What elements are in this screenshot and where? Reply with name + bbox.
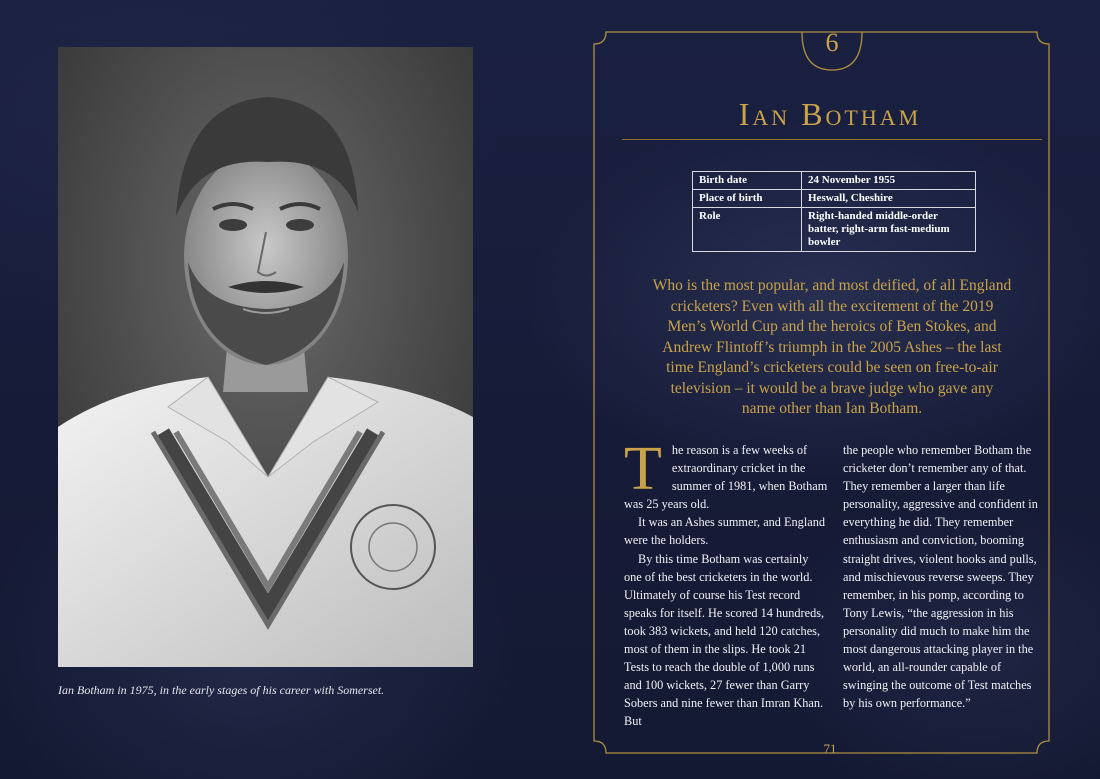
- portrait-photo: [58, 47, 473, 667]
- body-column-2: [843, 441, 1043, 712]
- title-divider: [622, 139, 1042, 140]
- facts-value: Heswall, Cheshire: [802, 190, 976, 208]
- facts-key: Place of birth: [693, 190, 802, 208]
- chapter-number: 6: [825, 28, 839, 57]
- facts-value: 24 November 1955: [802, 172, 976, 190]
- photo-caption: Ian Botham in 1975, in the early stages of his career with Somerset.: [58, 683, 385, 697]
- facts-row: [693, 208, 976, 252]
- facts-value: Right-handed middle-order batter, right-arm fast-medium bowler: [802, 208, 976, 252]
- facts-row: [693, 190, 976, 208]
- facts-key: Role: [693, 208, 802, 252]
- body-text: he reason is a few weeks of extraordinary cricket in the summer of 1981, when Botham was 25 years old.: [624, 443, 828, 512]
- page-number: 71: [823, 741, 837, 756]
- portrait-illustration: [58, 47, 473, 667]
- chapter-title: Ian Botham: [738, 96, 922, 132]
- facts-table: [692, 171, 976, 252]
- body-paragraph: It was an Ashes summer, and England were the holders.: [624, 515, 825, 548]
- facts-key: Birth date: [693, 172, 802, 190]
- intro-paragraph: Who is the most popular, and most deified, of all England cricketers? Even with all the excitement of the 2019 Men’s World Cup and the heroics of Ben Stokes, and Andrew Flintoff’s triumph in the 2005 Ashes – the last time England’s cricketers could be seen on free-to-air television – it would be a brave judge who gave any name other than Ian Botham.: [652, 277, 1012, 417]
- drop-cap: T: [624, 435, 662, 503]
- body-paragraph: [624, 435, 829, 513]
- body-paragraph: By this time Botham was certainly one of the best cricketers in the world. Ultimately of course his Test record speaks for itself. He scored 14 hundreds, took 383 wickets, and held 120 catches, most of them in the slips. He took 21 Tests to reach the double of 1,000 runs and 100 wickets, 27 fewer than Garry Sobers and nine fewer than Imran Khan. But: [624, 551, 825, 729]
- body-paragraph: the people who remember Botham the cricketer don’t remember any of that. They remember a larger than life personality, aggressive and confident in everything he did. They remember enthusiasm and conviction, booming straight drives, violent hooks and pulls, and mischievous reverse sweeps. They remember, in his pomp, according to Tony Lewis, “the aggression in his personality did much to make him the most dangerous attacking player in the world, an all-rounder capable of swinging the outcome of Test matches by his own performance.”: [843, 443, 1038, 711]
- body-column-1: [624, 435, 829, 731]
- facts-row: [693, 172, 976, 190]
